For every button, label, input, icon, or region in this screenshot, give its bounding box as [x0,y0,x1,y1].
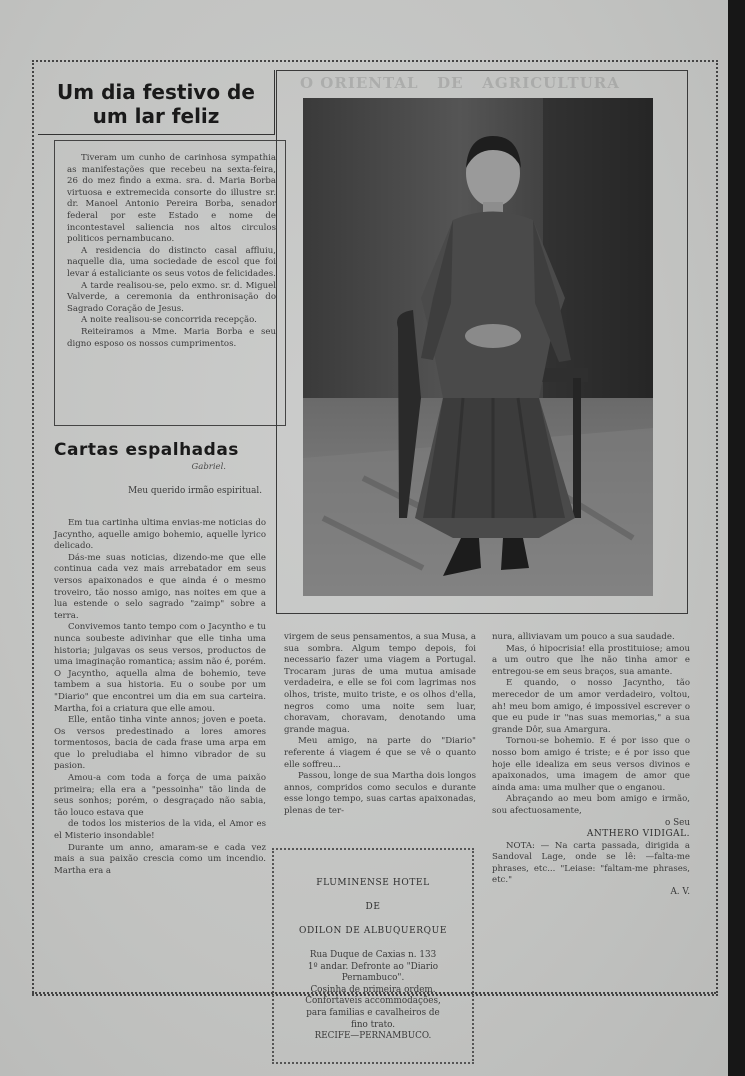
paragraph: Tiveram um cunho de carinhosa sympathia as manifestações que recebeu na sexta-feira, 26 do mez findo a exma. sra. d. Maria Borba virtuosa e extremecida consorte do illustre sr. dr. Manoel Antonio Pereira Borba, senador federal por este Estado e nome de incontestavel saliencia nos altos circulos politicos pernambucano. [67,153,276,245]
hotel-line: Pernambuco". [341,973,405,984]
article2-signature: ANTHERO VIDIGAL. [586,829,690,840]
article2-salutation: Meu querido irmão espiritual. [128,486,262,496]
hotel-line: 1º andar. Defronte ao "Diario [307,961,439,972]
article2-note: NOTA: — Na carta passada, dirigida a Sandoval Lage, onde se lê: —falta-me phrases, etc... "Leiase: "faltam-me phrases, etc." [492,840,690,886]
article-body-box [54,140,286,426]
article2-title: Cartas espalhadas [54,440,239,460]
article2-column-1 [54,518,266,877]
article2-column-2 [284,632,476,818]
article2-initials: A. V. [670,887,690,898]
hotel-line: Confortaveis accommodações, [305,996,441,1007]
paragraph: Meu amigo, na parte do "Diario" referente á viagem é que se vê o quanto elle soffreu... [284,736,476,770]
bleed-through-text: O ORIENTAL DE AGRICULTURA [300,74,620,92]
article-title-line-1: Um dia festivo de [57,80,255,104]
hotel-line: fino trato. [350,1019,396,1030]
article2-author: Gabriel. [191,462,226,472]
hotel-line: RECIFE—PERNAMBUCO. [314,1031,432,1042]
portrait-image [303,98,653,596]
paragraph: Tornou-se bohemio. E é por isso que o nosso bom amigo é triste; e é por isso que hoje elle idealiza em seus versos divinos e apaixonados, uma imagem de amor que ainda ama: uma mulher que o enganou. [492,736,690,793]
paragraph: Mas, ó hipocrisia! ella prostituiose; amou a um outro que lhe não tinha amor e entregou-se em seus braços, sua amante. [492,643,690,677]
hotel-name: FLUMINENSE HOTEL [316,878,430,888]
paragraph: Convivemos tanto tempo com o Jacyntho e tu nunca soubeste adivinhar que elle tinha uma historia; julgavas os seus versos, productos de uma imaginação romantica; assim não é, porém. O Jacyntho, aquella alma de bohemio, teve tambem a sua historia. Eu o soube por um "Diario" que encontrei um dia em sua carteira. Martha, foi a criatura que elle amou. [54,622,266,714]
paragraph: E quando, o nosso Jacyntho, tão merecedor de um amor verdadeiro, voltou, ah! meu bom amigo, é impossivel escrever o que eu pude ir "nas suas memorias," a sua grande Dôr, sua Amargura. [492,678,690,735]
portrait-photograph [303,98,653,596]
article2-column-3 [492,632,690,899]
article2-header [54,440,266,510]
article-title-line-2: um lar feliz [92,104,220,128]
paragraph: Passou, longe de sua Martha dois longos annos, compridos como seculos e durante esse longo tempo, suas cartas apaixonadas, plenas de ter- [284,771,476,816]
hotel-advertisement [272,848,474,1064]
paragraph: nura, alliviavam um pouco a sua saudade. [492,632,675,642]
paragraph: Abraçando ao meu bom amigo e irmão, sou afectuosamente, [492,794,690,816]
bottom-dotted-rule [32,992,716,994]
hotel-de: DE [365,902,381,912]
paragraph: Reiteiramos a Mme. Maria Borba e seu digno esposo os nossos cumprimentos. [67,326,276,349]
paragraph: Amou-a com toda a força de uma paixão primeira; ella era a "pessoinha" tão linda de seus sonhos; porém, o desgraçado não sabia, tão louco estava que [54,773,266,818]
paragraph: de todos los misterios de la vida, el Amor es el Misterio insondable! [54,819,266,842]
paragraph: A tarde realisou-se, pelo exmo. sr. d. Miguel Valverde, a ceremonia da enthronisação do Sagrado Coração de Jesus. [67,280,276,314]
hotel-line: Cosinha de primeira ordem. [310,984,436,995]
hotel-line: Rua Duque de Caxias n. 133 [309,950,437,960]
article-title [38,70,274,128]
paragraph: Dás-me suas noticias, dizendo-me que elle continua cada vez mais arrebatador em seus versos apaixonados e que ainda é o mesmo troveiro, tão nosso amigo, nas noites em que a lua estende o selo sagrado "zaimp" sobre a terra. [54,552,266,621]
article2-closing: o Seu [665,817,690,828]
paragraph: A noite realisou-se concorrida recepção. [81,315,257,326]
paragraph: Em tua cartinha ultima envias-me noticias do Jacyntho, aquelle amigo bohemio, aquelle lyrico delicado. [54,518,266,552]
paragraph: Elle, então tinha vinte annos; joven e poeta. Os versos predestinado a lores amores tormentosos, bacia de cada frase uma arpa em que lo preludiaba el himno vibrador de su pasion. [54,715,266,772]
paragraph: virgem de seus pensamentos, a sua Musa, a sua sombra. Algum tempo depois, foi necessario fazer uma viagem a Portugal. Trocaram juras de uma mutua amisade verdadeira, e elle se foi com lagrimas nos olhos, triste, muito triste, e os olhos d'ella, negros como uma noite sem luar, choravam, choravam, denotando uma grande magua. [284,632,476,735]
hotel-line: para familias e cavalheiros de [306,1007,440,1018]
article-body [67,153,276,350]
article-title-box [38,70,275,135]
hotel-owner: ODILON DE ALBUQUERQUE [298,926,447,936]
paragraph: Durante um anno, amaram-se e cada vez mais a sua paixão crescia como um incendio. Martha era a [54,842,266,876]
paragraph: A residencia do distincto casal affluiu, naquelle dia, uma sociedade de escol que foi levar á estaliciante os seus votos de felicidades. [67,245,276,279]
